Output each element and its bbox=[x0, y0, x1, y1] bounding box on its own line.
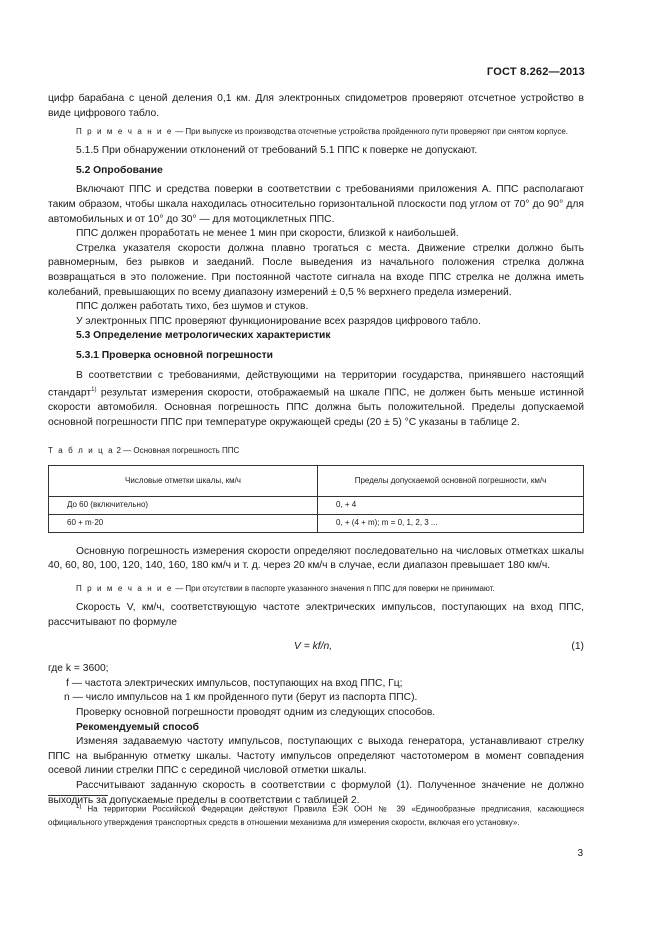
definition-f: f — частота электрических импульсов, поступающих на вход ППС, Гц; bbox=[66, 677, 403, 689]
section-heading-5-3-1: 5.3.1 Проверка основной погрешности bbox=[76, 349, 273, 361]
paragraph: Рассчитывают заданную скорость в соответствии с формулой (1). Полученное значение не должно выходить за допускаемые пределы в соответствии с таблицей 2. bbox=[48, 780, 584, 806]
paragraph: Проверку основной погрешности проводят одним из следующих способов. bbox=[76, 707, 436, 719]
paragraph: ППС должен работать тихо, без шумов и стуков. bbox=[76, 301, 309, 313]
paragraph: Основную погрешность измерения скорости определяют последовательно на числовых отметках шкалы 40, 60, 80, 100, 120, 140, 160, 180 км/ч и т. д. через 20 км/ч в случае, если диапазон превышает 180 км/ч. bbox=[48, 545, 584, 572]
paragraph: Стрелка указателя скорости должна плавно трогаться с места. Движение стрелки должно быть равномерным, без рывков и заеданий. После выведения из начального положения стрелка должна возвращаться в это положение. При постоянной частоте сигнала на входе ППС стрелка не должна иметь колебаний, превышающих по всему диапазону измерений ± 0,5 % верхнего предела измерений. bbox=[48, 242, 584, 298]
note bbox=[48, 582, 584, 595]
paragraph: Изменяя задаваемую частоту импульсов, поступающих с выхода генератора, устанавливают стрелку ППС на выбранную отметку шкалы. Частоту импульсов определяют частотомером в момент совпадения осевой линии стрелки ППС с серединой числовой отметки шкалы. bbox=[48, 736, 584, 777]
table-caption: Т а б л и ц а 2 — Основная погрешность ППС bbox=[48, 446, 240, 456]
note-label: П р и м е ч а н и е bbox=[76, 127, 173, 137]
table-cell: 60 + m·20 bbox=[49, 514, 318, 532]
table-cell: 0, + (4 + m); m = 0, 1, 2, 3 ... bbox=[318, 514, 584, 532]
table-cell: 0, + 4 bbox=[318, 496, 584, 514]
footnote-divider bbox=[48, 795, 108, 796]
section-heading-5-3: 5.3 Определение метрологических характеристик bbox=[76, 330, 331, 342]
formula: V = kf/n, bbox=[294, 641, 333, 653]
formula-where: где k = 3600; bbox=[48, 663, 109, 675]
page-number: 3 bbox=[577, 848, 583, 859]
note-text: — При отсутствии в паспорте указанного значения n ППС для поверки не принимают. bbox=[172, 584, 495, 594]
paragraph-5-3-1: В соответствии с требованиями, действующими на территории государства, принявшего настоящий стандарт$^{1)}$ результат измерения скорости, отображаемый на шкале ППС, не должен быть меньше истинной скорости автомобиля. Основная погрешность ППС должна быть положительной. Пределы допускаемой основной погрешности ППС при температуре окружающей среды (20 ± 5) °С указаны в таблице 2. bbox=[48, 369, 584, 428]
table-row bbox=[49, 496, 584, 514]
paragraph-5-1-5: 5.1.5 При обнаружении отклонений от требований 5.1 ППС к поверке не допускают. bbox=[76, 145, 478, 157]
formula-block bbox=[48, 636, 584, 658]
document-body bbox=[48, 92, 584, 808]
paragraph: ППС должен проработать не менее 1 мин при скорости, близкой к наибольшей. bbox=[76, 228, 459, 240]
note bbox=[48, 125, 584, 138]
paragraph: цифр барабана с ценой деления 0,1 км. Для электронных спидометров проверяют отсчетное устройство в виде цифрового табло. bbox=[48, 93, 584, 119]
footnote-ref: 1) bbox=[91, 387, 97, 394]
document-header: ГОСТ 8.262—2013 bbox=[486, 66, 585, 78]
table-row bbox=[49, 514, 584, 532]
formula-number: (1) bbox=[571, 641, 584, 653]
table-header-cell: Пределы допускаемой основной погрешности, км/ч bbox=[318, 465, 584, 496]
note-text: — При выпуске из производства отсчетные устройства пройденного пути проверяют при снятом корпусе. bbox=[172, 127, 569, 137]
paragraph: Включают ППС и средства поверки в соответствии с требованиями приложения А. ППС располагают таким образом, чтобы шкала находилась относительно горизонтальной плоскости под углом от 70° до 90° для автомобильных и от 10° до 30° — для мотоциклетных ППС. bbox=[48, 184, 584, 225]
subheading-recommended-method: Рекомендуемый способ bbox=[76, 721, 199, 733]
error-limits-table bbox=[48, 465, 584, 533]
section-heading-5-2: 5.2 Опробование bbox=[76, 164, 163, 176]
table-cell: До 60 (включительно) bbox=[49, 496, 318, 514]
definition-n: n — число импульсов на 1 км пройденного пути (берут из паспорта ППС). bbox=[64, 692, 418, 704]
note-label: П р и м е ч а н и е bbox=[76, 584, 173, 594]
paragraph: Скорость V, км/ч, соответствующую частоте электрических импульсов, поступающих на вход ППС, рассчитывают по формуле bbox=[48, 602, 584, 628]
table-header-cell: Числовые отметки шкалы, км/ч bbox=[49, 465, 318, 496]
footnote: $^{1)}$ На территории Российской Федерации действуют Правила ЕЭК ООН № 39 «Единообразные предписания, касающиеся официального утверждения транспортных средств в отношении механизма для измерения скорости, включая его установку». bbox=[48, 804, 584, 827]
table-header-row bbox=[49, 465, 584, 496]
paragraph: У электронных ППС проверяют функционирование всех разрядов цифрового табло. bbox=[76, 315, 481, 327]
